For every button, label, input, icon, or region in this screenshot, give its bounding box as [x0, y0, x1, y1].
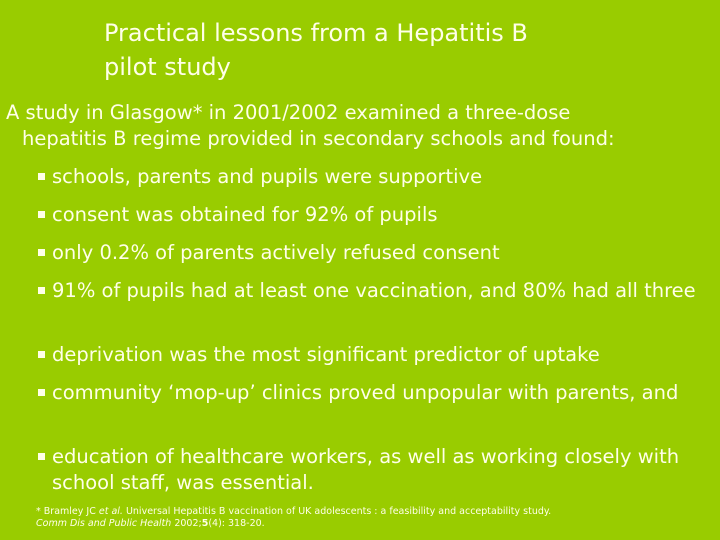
- intro-line-1: A study in Glasgow* in 2001/2002 examined a three-dose: [6, 101, 571, 124]
- bullet-item: [36, 444, 720, 496]
- bullet-square-icon: [38, 173, 45, 180]
- footnote-volume: 5: [201, 518, 209, 529]
- footnote-etal: et al.: [98, 506, 123, 517]
- bullet-text: deprivation was the most significant predictor of uptake: [52, 343, 600, 366]
- intro-line-2: hepatitis B regime provided in secondary schools and found:: [22, 127, 615, 150]
- bullet-text: community ‘mop-up’ clinics proved unpopular with parents, and: [52, 381, 679, 404]
- bullet-item: [36, 164, 720, 190]
- title-line-2: pilot study: [104, 53, 231, 81]
- bullet-square-icon: [38, 249, 45, 256]
- bullet-item: [36, 342, 720, 368]
- bullet-text: only 0.2% of parents actively refused consent: [52, 241, 500, 264]
- bullet-square-icon: [38, 389, 45, 396]
- bullet-square-icon: [38, 287, 45, 294]
- bullet-square-icon: [38, 351, 45, 358]
- intro-text: [6, 100, 718, 152]
- bullet-square-icon: [38, 211, 45, 218]
- bullet-text: schools, parents and pupils were supportive: [52, 165, 483, 188]
- bullet-item: [36, 202, 720, 228]
- title-line-1: Practical lessons from a Hepatitis B: [104, 19, 528, 47]
- footnote-title: Universal Hepatitis B vaccination of UK adolescents : a feasibility and acceptability study.: [122, 506, 552, 517]
- footnote-pages: (4): 318-20.: [208, 518, 265, 529]
- bullet-text: education of healthcare workers, as well as working closely with school staff, was essential.: [52, 445, 680, 494]
- bullet-item: [36, 278, 720, 304]
- bullet-text: consent was obtained for 92% of pupils: [52, 203, 438, 226]
- footnote-year: 2002;: [171, 518, 202, 529]
- footnote-reference: [36, 506, 551, 530]
- slide-title: [104, 16, 704, 84]
- bullet-text: 91% of pupils had at least one vaccination, and 80% had all three: [52, 279, 696, 302]
- bullet-square-icon: [38, 453, 45, 460]
- footnote-author: * Bramley JC: [36, 506, 99, 517]
- bullet-item: [36, 380, 720, 406]
- bullet-item: [36, 240, 720, 266]
- footnote-journal: Comm Dis and Public Health: [36, 518, 172, 529]
